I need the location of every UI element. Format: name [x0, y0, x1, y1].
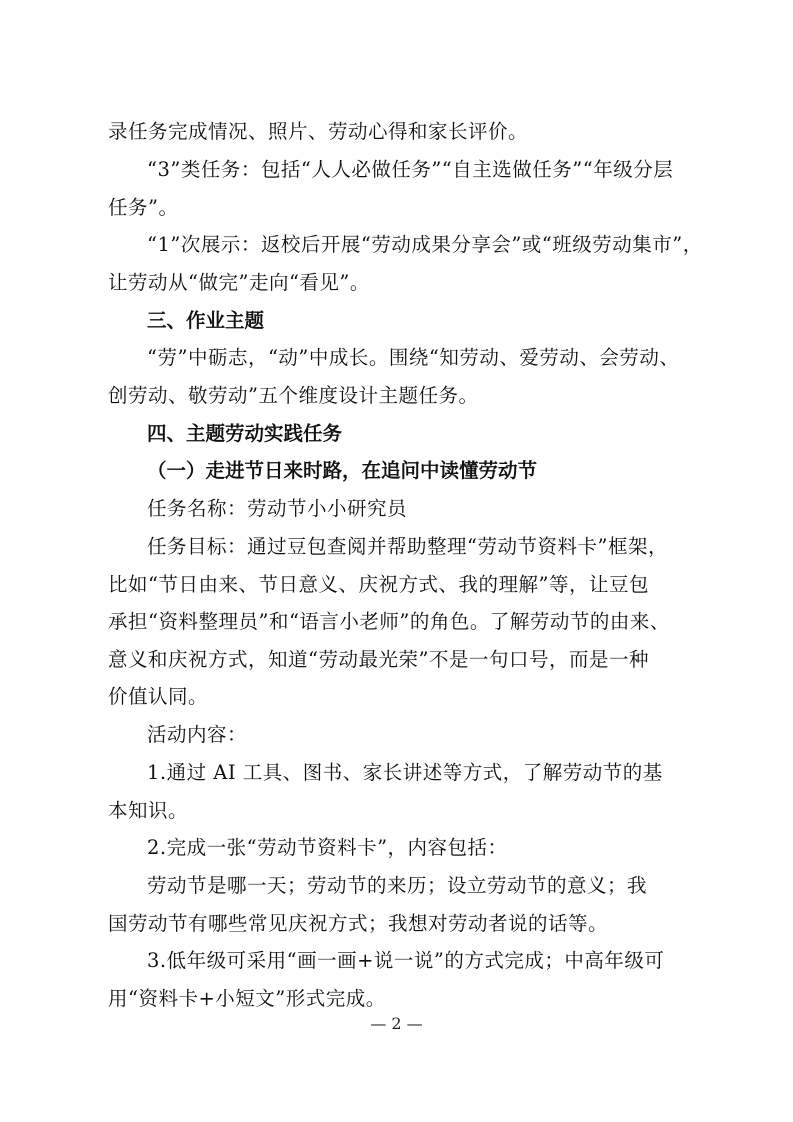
text-line: “劳”中砺志，“动”中成长。围绕“知劳动、爱劳动、会劳动、	[147, 346, 680, 369]
subsection-heading: （一）走进节日来时路，在追问中读懂劳动节	[147, 459, 538, 482]
text-line: 录任务完成情况、照片、劳动心得和家长评价。	[108, 120, 529, 143]
paragraph-task-goal	[108, 528, 688, 716]
section-heading-practice: 四、主题劳动实践任务	[147, 422, 343, 445]
section-heading-theme: 三、作业主题	[147, 309, 265, 332]
paragraph-record-evaluation	[108, 113, 688, 151]
text-line: 比如“节日由来、节日意义、庆祝方式、我的理解”等，让豆包	[108, 572, 649, 596]
text-line: 创劳动、敬劳动”五个维度设计主题任务。	[108, 383, 479, 407]
text-line: 承担“资料整理员”和“语言小老师”的角色。了解劳动节的由来、	[108, 610, 670, 634]
paragraph-item-2	[108, 829, 688, 867]
text-line: “1”次展示：返校后开展“劳动成果分享会”或“班级劳动集市”，	[147, 233, 703, 256]
text-line: “3”类任务：包括“人人必做任务”“自主选做任务”“年级分层	[147, 158, 674, 181]
text-line: 1.通过 AI 工具、图书、家长讲述等方式，了解劳动节的基	[147, 761, 663, 784]
text-line: 价值认同。	[108, 685, 209, 709]
paragraph-theme	[108, 339, 688, 414]
text-line: 用“资料卡+小短文”形式完成。	[108, 986, 386, 1010]
text-line: 任务”。	[108, 195, 179, 219]
paragraph-task-name	[108, 490, 688, 528]
paragraph-item-3	[108, 942, 688, 1017]
paragraph-activity-label	[108, 716, 688, 754]
text-line: 活动内容：	[147, 723, 248, 746]
text-line: 本知识。	[108, 798, 189, 822]
paragraph-card-contents	[108, 867, 688, 942]
text-line: 意义和庆祝方式，知道“劳动最光荣”不是一句口号，而是一种	[108, 647, 649, 671]
text-line: 任务目标：通过豆包查阅并帮助整理“劳动节资料卡”框架，	[147, 535, 668, 558]
text-line: 让劳动从“做完”走向“看见”。	[108, 270, 370, 294]
paragraph-3-tasks	[108, 151, 688, 226]
paragraph-1-showcase	[108, 226, 703, 301]
page-number: — 2 —	[370, 1014, 423, 1033]
text-line: 任务名称：劳动节小小研究员	[147, 497, 408, 520]
paragraph-item-1	[108, 754, 688, 829]
text-line: 2.完成一张“劳动节资料卡”，内容包括：	[147, 836, 508, 859]
text-line: 劳动节是哪一天；劳动节的来历；设立劳动节的意义；我	[147, 874, 648, 897]
text-line: 3.低年级可采用“画一画+说一说”的方式完成；中高年级可	[147, 949, 665, 972]
text-line: 国劳动节有哪些常见庆祝方式；我想对劳动者说的话等。	[108, 911, 609, 935]
